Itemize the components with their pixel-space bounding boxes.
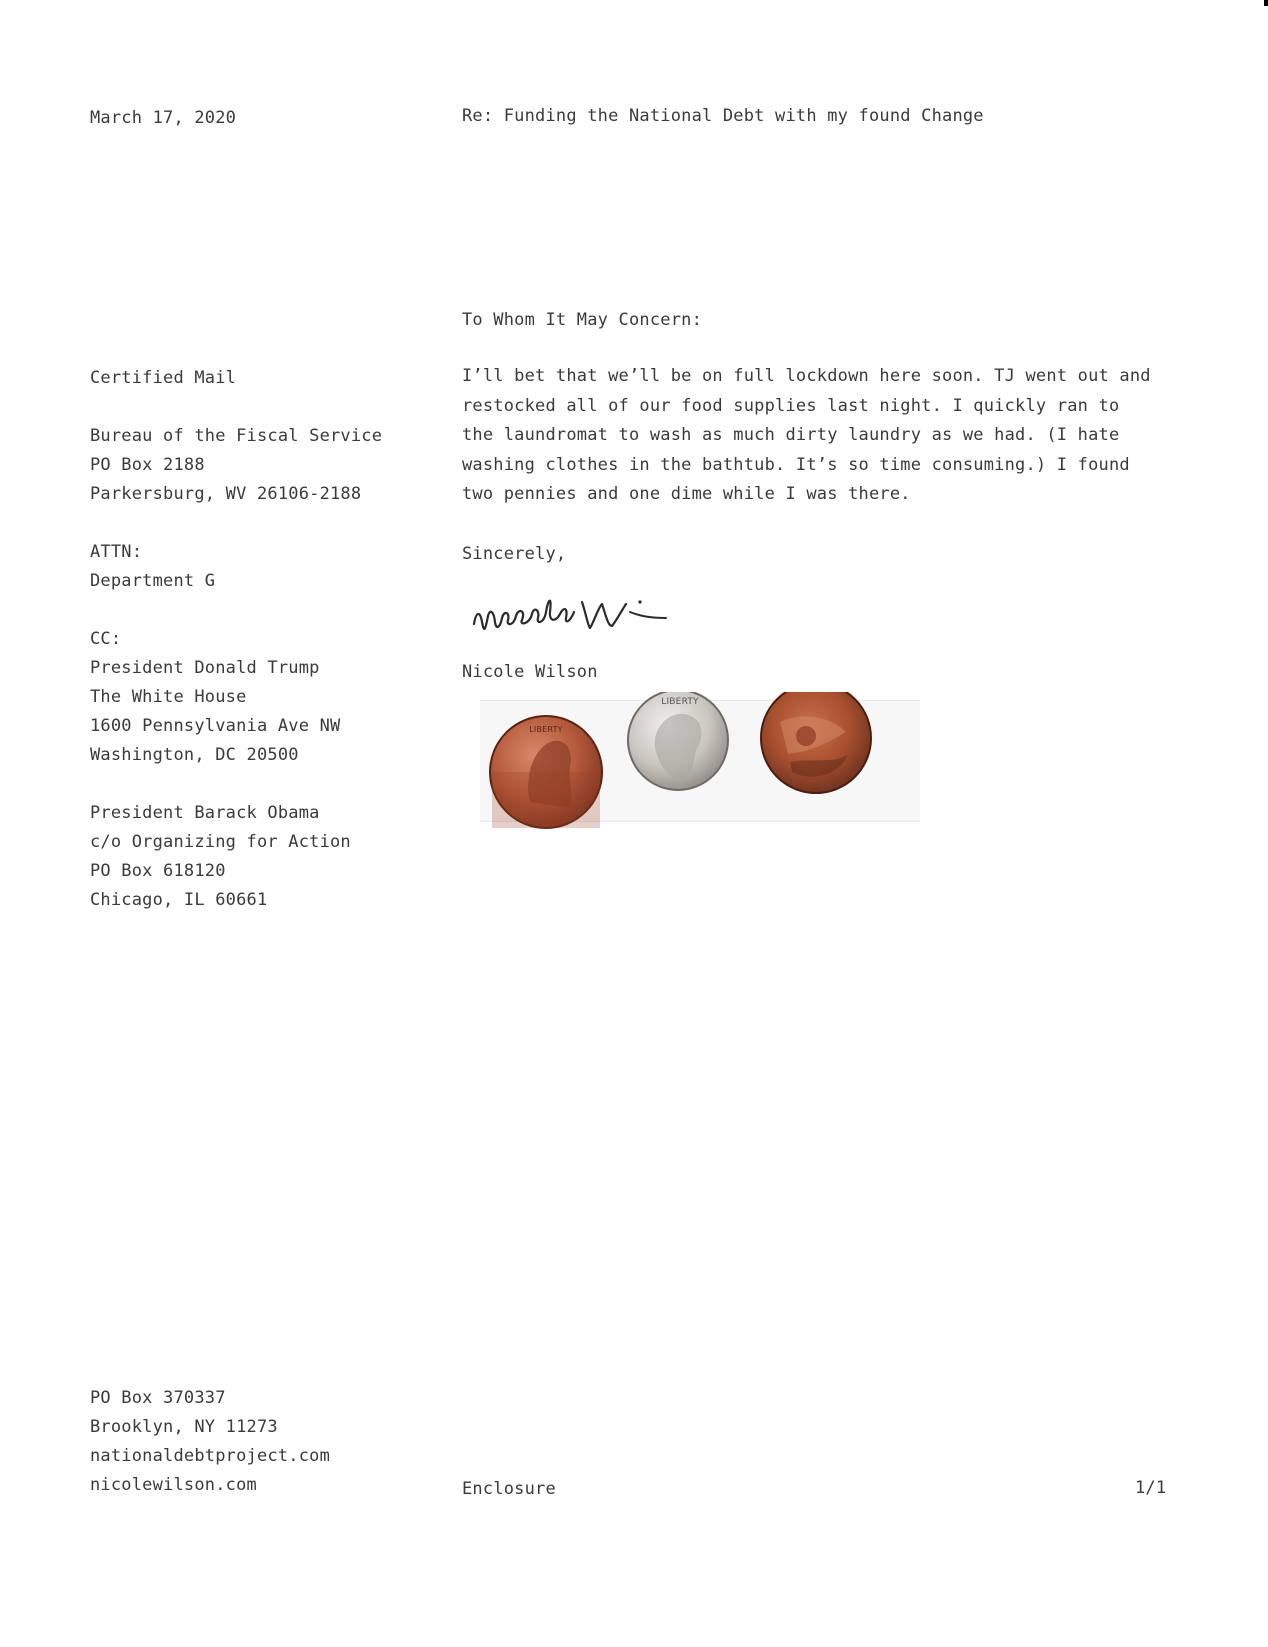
body-line: I’ll bet that we’ll be on full lockdown here soon. TJ went out and (462, 366, 1151, 386)
mail-type: Certified Mail (90, 368, 237, 388)
enclosure-note: Enclosure (462, 1479, 556, 1499)
body-line: two pennies and one dime while I was there. (462, 484, 911, 504)
cc-address-line: c/o Organizing for Action (90, 832, 351, 852)
penny-icon (490, 716, 602, 828)
cc-name: President Barack Obama (90, 803, 320, 823)
footer-contact (90, 1384, 330, 1500)
cc-address-line: Washington, DC 20500 (90, 745, 299, 765)
coin-embossed-text: LIBERTY (529, 725, 563, 734)
coin-embossed-text: LIBERTY (661, 697, 699, 707)
penny-icon (761, 692, 871, 793)
cc-name: President Donald Trump (90, 658, 320, 678)
closing: Sincerely, (462, 544, 567, 564)
letter-subject: Re: Funding the National Debt with my found Change (462, 106, 984, 126)
footer-website: nationaldebtproject.com (90, 1446, 331, 1466)
body-line: the laundromat to wash as much dirty laundry as we had. (I hate (462, 425, 1120, 445)
cc-address-line: Chicago, IL 60661 (90, 890, 268, 910)
enclosed-coins (470, 692, 940, 842)
signature (470, 582, 710, 652)
cc-address-line: PO Box 618120 (90, 861, 226, 881)
letter-body (462, 362, 1162, 510)
footer-address-line: PO Box 370337 (90, 1388, 226, 1408)
attn-label: ATTN: (90, 542, 143, 562)
address-column (90, 364, 382, 915)
recipient-address-line: PO Box 2188 (90, 455, 205, 475)
footer-address-line: Brooklyn, NY 11273 (90, 1417, 278, 1437)
page-number: 1/1 (1135, 1478, 1167, 1498)
coins-image (470, 692, 940, 842)
cc-address-line: 1600 Pennsylvania Ave NW (90, 716, 341, 736)
salutation: To Whom It May Concern: (462, 310, 703, 330)
attn-value: Department G (90, 571, 216, 591)
dime-icon (628, 692, 728, 790)
body-line: restocked all of our food supplies last night. I quickly ran to (462, 395, 1120, 416)
signature-icon (470, 582, 710, 652)
body-line: washing clothes in the bathtub. It’s so time consuming.) I found (462, 454, 1130, 475)
recipient-name: Bureau of the Fiscal Service (90, 426, 383, 446)
letter-date: March 17, 2020 (90, 108, 237, 128)
scan-edge-mark (1264, 0, 1268, 6)
cc-label: CC: (90, 629, 122, 649)
recipient-address-line: Parkersburg, WV 26106-2188 (90, 484, 362, 504)
footer-website: nicolewilson.com (90, 1475, 257, 1495)
signer-name: Nicole Wilson (462, 662, 598, 682)
cc-address-line: The White House (90, 687, 247, 707)
